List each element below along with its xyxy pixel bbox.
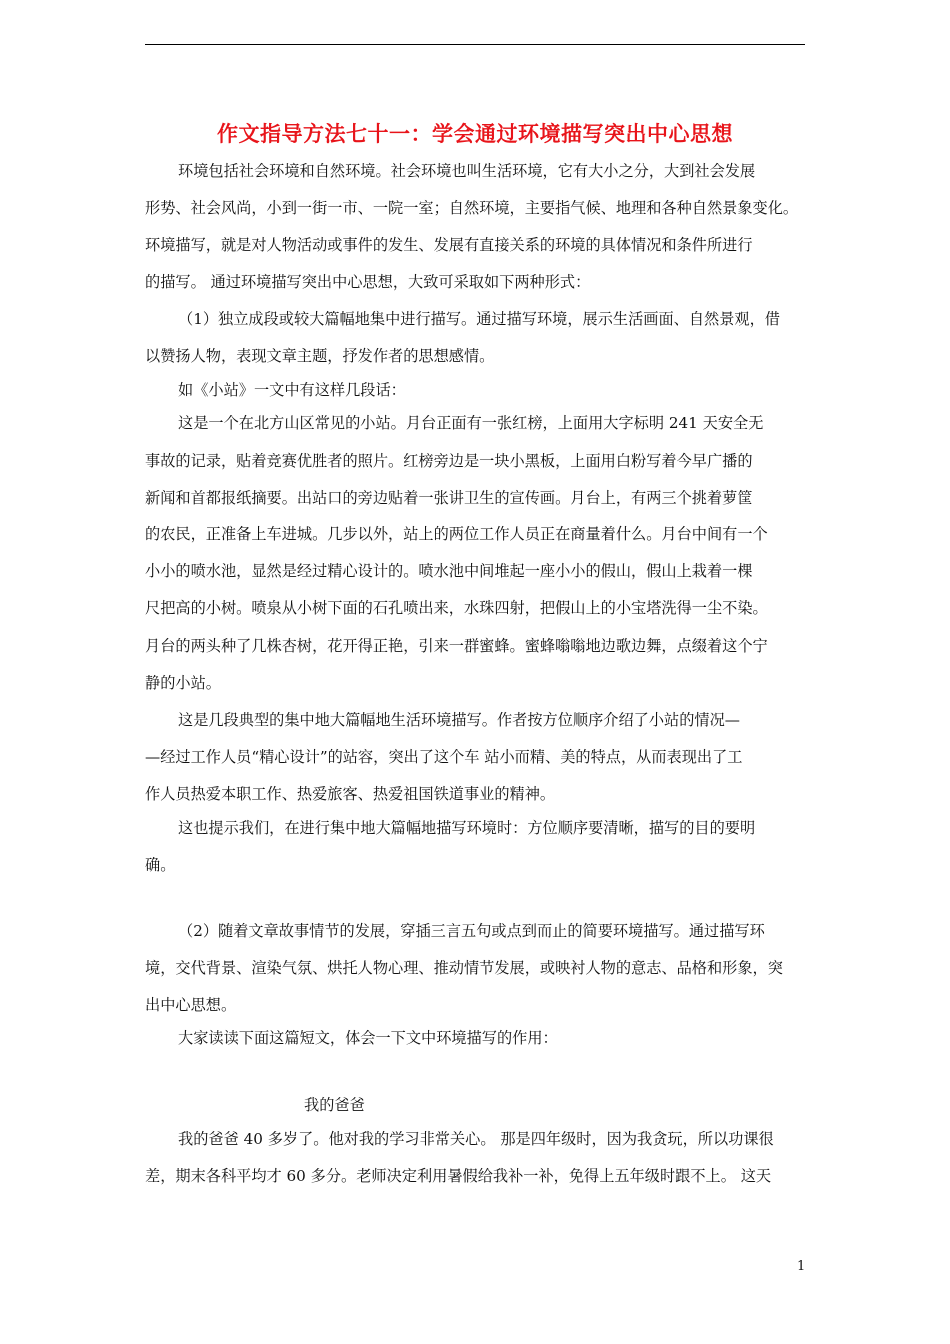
paragraph-line: 的描写。 通过环境描写突出中心思想，大致可采取如下两种形式： [145, 273, 591, 291]
paragraph-line: 作人员热爱本职工作、热爱旅客、热爱祖国铁道事业的精神。 [145, 785, 556, 803]
paragraph-line: 这是几段典型的集中地大篇幅地生活环境描写。作者按方位顺序介绍了小站的情况— [178, 711, 740, 729]
header-rule [145, 44, 805, 45]
paragraph-line: 月台的两头种了几株杏树，花开得正艳，引来一群蜜蜂。蜜蜂嗡嗡地边歌边舞，点缀着这个宁 [145, 637, 768, 655]
document-title: 作文指导方法七十一：学会通过环境描写突出中心思想 [217, 121, 733, 146]
paragraph-line: 确。 [145, 856, 176, 874]
paragraph-line: 环境描写，就是对人物活动或事件的发生、发展有直接关系的环境的具体情况和条件所进行 [145, 236, 753, 254]
paragraph-line: 差，期末各科平均才 60 多分。老师决定利用暑假给我补一补，免得上五年级时跟不上。 这天 [145, 1167, 772, 1185]
paragraph-line: 尺把高的小树。喷泉从小树下面的石孔喷出来，水珠四射，把假山上的小宝塔洗得一尘不染。 [145, 599, 768, 617]
paragraph-line: 这也提示我们，在进行集中地大篇幅地描写环境时：方位顺序要清晰，描写的目的要明 [178, 819, 756, 837]
paragraph-line: （1）独立成段或较大篇幅地集中进行描写。通过描写环境，展示生活画面、自然景观，借 [178, 310, 780, 328]
paragraph-line: 以赞扬人物，表现文章主题，抒发作者的思想感情。 [145, 347, 495, 365]
paragraph-line: 形势、社会风尚，小到一街一市、一院一室；自然环境，主要指气候、地理和各种自然景象变化。 [145, 199, 799, 217]
paragraph-line: 如《小站》一文中有这样几段话： [178, 381, 406, 399]
paragraph-line: 境，交代背景、渲染气氛、烘托人物心理、推动情节发展，或映衬人物的意志、品格和形象，突 [145, 959, 783, 977]
paragraph-line: （2）随着文章故事情节的发展，穿插三言五句或点到而止的简要环境描写。通过描写环 [178, 922, 765, 940]
paragraph-line: 的农民，正准备上车进城。几步以外，站上的两位工作人员正在商量着什么。月台中间有一个 [145, 525, 768, 543]
paragraph-line: 大家读读下面这篇短文，体会一下文中环境描写的作用： [178, 1029, 558, 1047]
paragraph-line: 静的小站。 [145, 674, 221, 692]
paragraph-line: 小小的喷水池，显然是经过精心设计的。喷水池中间堆起一座小小的假山，假山上栽着一棵 [145, 562, 753, 580]
paragraph-line: —经过工作人员“精心设计”的站容，突出了这个车 站小而精、美的特点，从而表现出了工 [145, 748, 743, 766]
paragraph-line: 我的爸爸 40 多岁了。他对我的学习非常关心。 那是四年级时，因为我贪玩，所以功课很 [178, 1130, 774, 1148]
paragraph-line: 环境包括社会环境和自然环境。社会环境也叫生活环境，它有大小之分，大到社会发展 [178, 162, 756, 180]
paragraph-line: 这是一个在北方山区常见的小站。月台正面有一张红榜，上面用大字标明 241 天安全无 [178, 414, 764, 432]
paragraph-line: 出中心思想。 [145, 996, 237, 1014]
paragraph-line: 新闻和首都报纸摘要。出站口的旁边贴着一张讲卫生的宣传画。月台上，有两三个挑着萝筐 [145, 489, 753, 507]
page-number: 1 [797, 1259, 806, 1274]
essay-title: 我的爸爸 [304, 1096, 365, 1114]
paragraph-line: 事故的记录，贴着竞赛优胜者的照片。红榜旁边是一块小黑板，上面用白粉写着今早广播的 [145, 452, 753, 470]
